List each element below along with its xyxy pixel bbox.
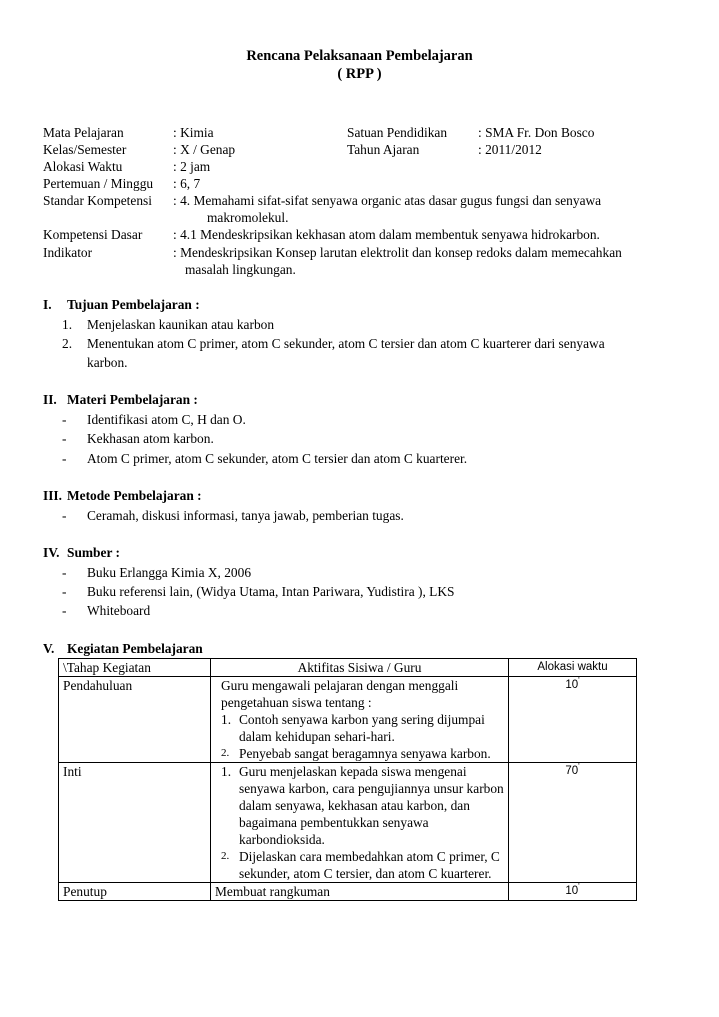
label-standar-kompetensi: Standar Kompetensi (43, 193, 152, 208)
list-item (62, 411, 246, 428)
value-indikator: : Mendeskripsikan Konsep larutan elektrolit dan konsep redoks dalam memecahkan (173, 245, 622, 260)
list-item (62, 335, 605, 352)
list-text: Buku Erlangga Kimia X, 2006 (87, 565, 252, 580)
section-number: IV. (43, 545, 60, 560)
section-number: II. (43, 392, 57, 407)
label-pertemuan: Pertemuan / Minggu (43, 176, 154, 191)
table-row (59, 763, 637, 883)
list-item (62, 430, 214, 447)
list-marker: 2. (62, 336, 73, 351)
section-kegiatan-heading (43, 640, 203, 657)
step-text: Contoh senyawa karbon yang sering dijumpai dalam kehidupan sehari-hari. (239, 712, 485, 744)
time-unit: ' (578, 762, 580, 772)
table-header-row (59, 659, 637, 677)
value-standar-kompetensi-cont: makromolekul. (207, 210, 289, 225)
section-metode-heading (43, 487, 202, 504)
section-title: Sumber : (67, 545, 120, 560)
value-alokasi-waktu: : 2 jam (173, 159, 211, 174)
list-item-cont: karbon. (87, 355, 128, 370)
stage-cell: Inti (59, 763, 211, 883)
activity-step (221, 763, 504, 848)
value-kelas-semester: : X / Genap (173, 142, 236, 157)
activity-cell (211, 763, 509, 883)
step-text: Penyebab sangat beragamnya senyawa karbon. (239, 746, 491, 761)
label-tahun-ajaran: Tahun Ajaran (347, 142, 420, 157)
section-title: Metode Pembelajaran : (67, 488, 202, 503)
list-text: Ceramah, diskusi informasi, tanya jawab, pemberian tugas. (87, 508, 404, 523)
section-title: Materi Pembelajaran : (67, 392, 198, 407)
value-satuan-pendidikan: : SMA Fr. Don Bosco (478, 125, 595, 140)
label-kelas-semester: Kelas/Semester (43, 142, 127, 157)
list-item (62, 450, 467, 467)
list-item (62, 602, 150, 619)
list-item (62, 583, 454, 600)
activity-intro: Guru mengawali pelajaran dengan menggali pengetahuan siswa tentang : (221, 678, 459, 710)
list-item (62, 316, 274, 333)
list-marker: - (62, 431, 67, 446)
section-sumber-heading (43, 544, 120, 561)
list-marker: - (62, 603, 67, 618)
stage-cell: Pendahuluan (59, 677, 211, 763)
list-marker: 1. (62, 317, 73, 332)
list-marker: - (62, 565, 67, 580)
list-item (62, 507, 404, 524)
time-value: 70 (565, 765, 579, 777)
list-marker: - (62, 451, 67, 466)
table-row (59, 883, 637, 901)
activity-cell (211, 677, 509, 763)
table-row (59, 677, 637, 763)
header-time: Alokasi waktu (509, 659, 637, 677)
stage-cell: Penutup (59, 883, 211, 901)
list-text: Menjelaskan kaunikan atau karbon (87, 317, 275, 332)
value-tahun-ajaran: : 2011/2012 (478, 142, 542, 157)
time-unit: ' (578, 882, 580, 892)
step-text: Guru menjelaskan kepada siswa mengenai senyawa karbon, cara pengujiannya unsur karbon dalam senyawa, kekhasan atau karbon, dan bagaimana pembentukkan senyawa karbondioksida. (239, 764, 504, 847)
step-number: 1. (221, 764, 232, 779)
section-materi-heading (43, 391, 198, 408)
activity-step (221, 711, 504, 745)
section-title: Kegiatan Pembelajaran (67, 641, 203, 656)
time-value: 10 (565, 885, 579, 897)
list-marker: - (62, 508, 67, 523)
time-cell (509, 677, 637, 763)
activity-step (221, 848, 504, 882)
label-alokasi-waktu: Alokasi Waktu (43, 159, 123, 174)
step-number: 2. (221, 747, 230, 759)
activity-step (221, 745, 504, 762)
list-item (62, 564, 251, 581)
time-value: 10 (565, 679, 579, 691)
header-stage: \Tahap Kegiatan (59, 659, 211, 677)
label-mata-pelajaran: Mata Pelajaran (43, 125, 124, 140)
header-activity: Aktifitas Sisiwa / Guru (211, 659, 509, 677)
label-satuan-pendidikan: Satuan Pendidikan (347, 125, 448, 140)
section-title: Tujuan Pembelajaran : (67, 297, 200, 312)
list-text: Buku referensi lain, (Widya Utama, Intan Pariwara, Yudistira ), LKS (87, 584, 455, 599)
value-standar-kompetensi: : 4. Memahami sifat-sifat senyawa organic atas dasar gugus fungsi dan senyawa (173, 193, 602, 208)
section-number: III. (43, 488, 62, 503)
section-tujuan-heading (43, 296, 200, 313)
time-cell (509, 883, 637, 901)
value-pertemuan: : 6, 7 (173, 176, 201, 191)
list-text: Atom C primer, atom C sekunder, atom C tersier dan atom C kuarterer. (87, 451, 468, 466)
page-title: Rencana Pelaksanaan Pembelajaran (246, 48, 473, 64)
label-indikator: Indikator (43, 245, 93, 260)
label-kompetensi-dasar: Kompetensi Dasar (43, 227, 143, 242)
section-number: V. (43, 641, 55, 656)
time-cell (509, 763, 637, 883)
list-text: Kekhasan atom karbon. (87, 431, 214, 446)
section-number: I. (43, 297, 52, 312)
list-text: Menentukan atom C primer, atom C sekunder, atom C tersier dan atom C kuarterer dari senyawa (87, 336, 605, 351)
value-kompetensi-dasar: : 4.1 Mendeskripsikan kekhasan atom dalam membentuk senyawa hidrokarbon. (173, 227, 600, 242)
time-unit: ' (578, 676, 580, 686)
list-text: Whiteboard (87, 603, 151, 618)
value-indikator-cont: masalah lingkungan. (185, 262, 296, 277)
step-number: 2. (221, 850, 230, 862)
step-text: Dijelaskan cara membedahkan atom C primer, C sekunder, atom C tersier, dan atom C kuarterer. (239, 849, 500, 881)
list-marker: - (62, 412, 67, 427)
page-subtitle: ( RPP ) (337, 66, 382, 82)
list-marker: - (62, 584, 67, 599)
activity-cell: Membuat rangkuman (211, 883, 509, 901)
activity-table (58, 658, 637, 901)
step-number: 1. (221, 712, 232, 727)
list-text: Identifikasi atom C, H dan O. (87, 412, 246, 427)
value-mata-pelajaran: : Kimia (173, 125, 214, 140)
